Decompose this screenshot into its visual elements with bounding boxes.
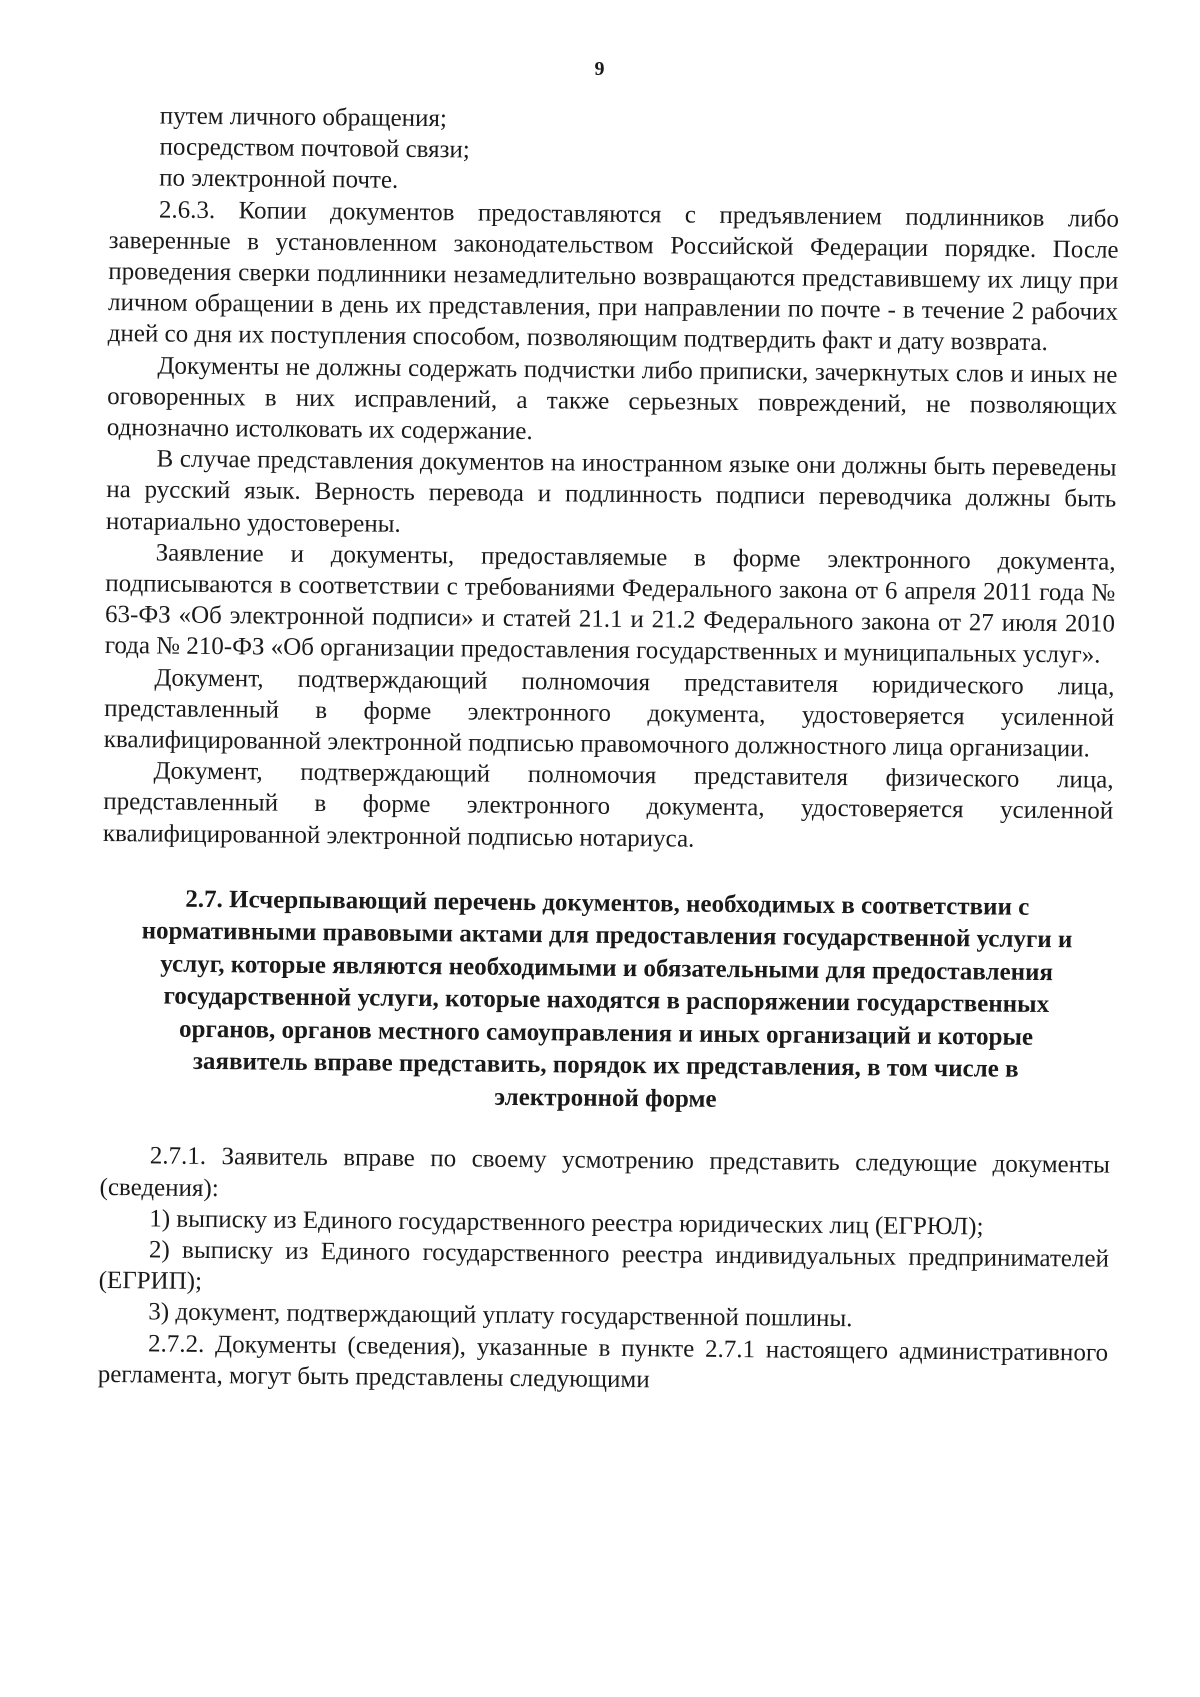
- list-item-egrip: 2) выписку из Единого государственного реестра индивидуальных предпринимателей (ЕГРИП);: [98, 1236, 1110, 1296]
- paragraph-foreign-language: В случае представления документов на иностранном языке они должны быть переведены на русский язык. Верность перевода и подлинность подписи переводчика должны быть нотариально удостоверены.: [105, 445, 1117, 538]
- list-item-egrul: 1) выписку из Единого государственного реестра юридических лиц (ЕГРЮЛ);: [149, 1205, 984, 1241]
- paragraph-delivery-post: посредством почтовой связи;: [159, 133, 470, 164]
- list-item-state-duty: 3) документ, подтверждающий уплату государственной пошлины.: [148, 1298, 853, 1333]
- paragraph-individual-representative: Документ, подтверждающий полномочия представителя физического лица, представленный в форме электронного документа, удостоверяется усиленной квалифицированной электронной подписью нотариуса.: [102, 757, 1114, 853]
- paragraph-2-6-3: 2.6.3. Копии документов предоставляются с предъявлением подлинников либо заверенные в установленном законодательством Российской Федерации порядке. После проведения сверки подлинники незамедлительно возвращаются представившему их лицу при личном обращении в день их представления, при направлении по почте - в течение 2 рабочих дней со дня их поступления способом, позволяющим подтвердить факт и дату возврата.: [107, 196, 1120, 357]
- paragraph-no-corrections: Документы не должны содержать подчистки либо приписки, зачеркнутых слов и иных не оговоренных в них исправлений, а также серьезных повреждений, не позволяющих однозначно истолковать их содержание.: [106, 352, 1118, 446]
- paragraph-delivery-email: по электронной почте.: [159, 164, 399, 195]
- paragraph-delivery-personal: путем личного обращения;: [159, 102, 447, 133]
- paragraph-electronic-signature: Заявление и документы, предоставляемые в форме электронного документа, подписываются в соответствии с требованиями Федерального закона от 6 апреля 2011 года № 63-ФЗ «Об электронной подписи» и статей 21.1 и 21.2 Федерального закона от 27 июля 2010 года № 210-ФЗ «Об организации предоставления государственных и муниципальных услуг».: [104, 539, 1116, 669]
- section-heading-2-7: 2.7. Исчерпывающий перечень документов, необходимых в соответствии с нормативными правовыми актами для предоставления государственной услуги и услуг, которые являются необходимыми и обязательными для предоставления государственной услуги, которые находятся в распоряжении государственных органов, органов местного самоуправления и иных организаций и которые заявитель вправе представить, порядок их представления, в том числе в электронной форме: [141, 885, 1073, 1113]
- paragraph-legal-entity-representative: Документ, подтверждающий полномочия представителя юридического лица, представленный в форме электронного документа, удостоверяется усиленной квалифицированной электронной подписью правомочного должностного лица организации.: [103, 664, 1115, 763]
- paragraph-2-7-1: 2.7.1. Заявитель вправе по своему усмотрению представить следующие документы (сведения):: [99, 1142, 1110, 1202]
- paragraph-2-7-2: 2.7.2. Документы (сведения), указанные в пункте 2.7.1 настоящего административного регламента, могут быть представлены следующими: [97, 1330, 1109, 1394]
- document-body: [98, 100, 1120, 1400]
- page-number: 9: [594, 58, 606, 80]
